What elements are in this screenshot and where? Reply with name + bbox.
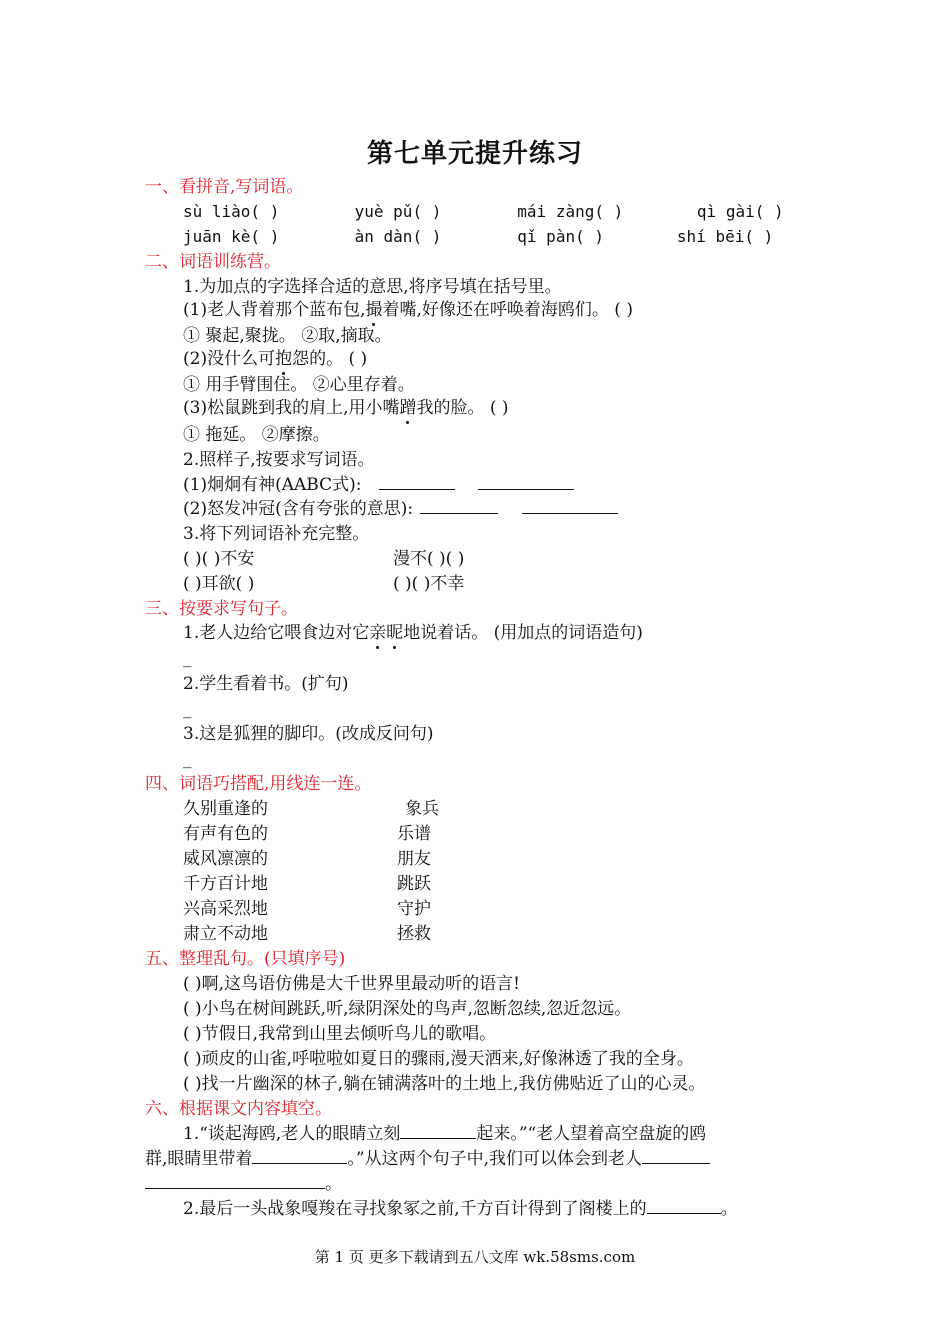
s2-q2: 2.照样子,按要求写词语。 xyxy=(183,450,375,470)
text: (2)没什么可 xyxy=(183,349,276,369)
sentence-item: ( )节假日,我常到山里去倾听鸟儿的歌唱。 xyxy=(183,1024,497,1044)
match-right-item[interactable]: 乐谱 xyxy=(397,824,431,844)
answer-blank[interactable] xyxy=(400,1122,476,1139)
answer-blank[interactable] xyxy=(379,473,455,490)
page-footer: 第 1 页 更多下载请到五八文库 wk.58sms.com xyxy=(314,1248,636,1266)
pinyin-row-2 xyxy=(183,225,773,249)
match-left-item[interactable]: 千方百计地 xyxy=(183,874,268,894)
text: (1)炯炯有神(AABC式): xyxy=(183,475,362,495)
s2-q1b xyxy=(183,347,367,371)
s6-q1-line1 xyxy=(183,1122,706,1146)
dotted-char: 昵 xyxy=(386,623,404,643)
section-4-heading: 四、词语巧搭配,用线连一连。 xyxy=(145,774,372,794)
match-right-item[interactable]: 朋友 xyxy=(397,849,431,869)
answer-line[interactable]: _ xyxy=(183,699,192,719)
text: (2)怒发冲冠(含有夸张的意思): xyxy=(183,499,414,519)
sentence-item: ( )小鸟在树间跳跃,听,绿阴深处的鸟声,忽断忽续,忽近忽远。 xyxy=(183,999,632,1019)
s2-q1c-options: ① 拖延。 ②摩擦。 xyxy=(183,425,330,445)
s2-q3d: ( )( )不幸 xyxy=(393,574,465,594)
pinyin-item: sù liào( ) xyxy=(183,202,280,221)
section-5-heading: 五、整理乱句。(只填序号) xyxy=(145,949,346,969)
section-2-heading: 二、词语训练营。 xyxy=(145,252,281,272)
text: (1)老人背着那个蓝布包, xyxy=(183,300,366,320)
answer-blank[interactable] xyxy=(252,1147,347,1164)
match-right-item[interactable]: 跳跃 xyxy=(397,874,431,894)
text: 怨的。 ( ) xyxy=(292,349,368,369)
section-6-heading: 六、根据课文内容填空。 xyxy=(145,1099,332,1119)
text: 1.老人边给它喂食边对它 xyxy=(183,623,370,643)
pinyin-item: qǐ pàn( ) xyxy=(517,227,604,246)
pinyin-item: qì gài( ) xyxy=(696,202,784,221)
match-left-item[interactable]: 久别重逢的 xyxy=(183,799,268,819)
text: 。”从这两个句子中,我们可以体会到老人 xyxy=(347,1149,643,1169)
text: 着嘴,好像还在呼唤着海鸥们。 ( ) xyxy=(382,300,633,320)
s2-q3: 3.将下列词语补充完整。 xyxy=(183,524,370,544)
s6-q1-line3 xyxy=(145,1172,342,1196)
text: 地说着话。 (用加点的词语造句) xyxy=(403,623,643,643)
pinyin-item: àn dàn( ) xyxy=(354,227,442,246)
text: 。 xyxy=(325,1174,342,1194)
pinyin-item: yuè pǔ( ) xyxy=(354,202,442,221)
text: 1.“谈起海鸥,老人的眼睛立刻 xyxy=(183,1124,401,1144)
s6-q2 xyxy=(183,1197,738,1221)
match-left-item[interactable]: 威风凛凛的 xyxy=(183,849,268,869)
dotted-char: 撮 xyxy=(365,300,383,320)
pinyin-item: juān kè( ) xyxy=(183,227,280,246)
answer-line[interactable]: _ xyxy=(183,648,192,668)
s2-q3a: ( )( )不安 xyxy=(183,549,255,569)
pinyin-item: mái zàng( ) xyxy=(517,202,624,221)
answer-blank[interactable] xyxy=(420,497,498,514)
pinyin-item: shí bēi( ) xyxy=(676,227,774,246)
s2-q1a xyxy=(183,298,633,322)
s2-q1a-options: ① 聚起,聚拢。 ②取,摘取。 xyxy=(183,326,392,346)
answer-blank[interactable] xyxy=(522,497,618,514)
answer-line[interactable]: _ xyxy=(183,749,192,769)
text: 起来。”“老人望着高空盘旋的鸥 xyxy=(476,1124,707,1144)
answer-blank[interactable] xyxy=(647,1197,721,1214)
dotted-char: 亲 xyxy=(369,623,387,643)
section-3-heading: 三、按要求写句子。 xyxy=(145,599,298,619)
dotted-char: 蹭 xyxy=(399,398,417,418)
page-title: 第七单元提升练习 xyxy=(366,139,583,169)
section-1-heading: 一、看拼音,写词语。 xyxy=(145,177,304,197)
s2-q1: 1.为加点的字选择合适的意思,将序号填在括号里。 xyxy=(183,277,562,297)
match-right-item[interactable]: 拯救 xyxy=(397,924,431,944)
match-left-item[interactable]: 兴高采烈地 xyxy=(183,899,268,919)
s2-q1b-options: ① 用手臂围住。 ②心里存着。 xyxy=(183,375,415,395)
sentence-item: ( )找一片幽深的林子,躺在铺满落叶的土地上,我仿佛贴近了山的心灵。 xyxy=(183,1074,706,1094)
s2-q2b xyxy=(183,497,618,521)
match-right-item[interactable]: 象兵 xyxy=(405,799,439,819)
s2-q3b: 漫不( )( ) xyxy=(393,549,465,569)
answer-blank[interactable] xyxy=(145,1172,325,1189)
dotted-char: 抱 xyxy=(275,349,293,369)
text: 我的脸。 ( ) xyxy=(416,398,509,418)
text: (3)松鼠跳到我的肩上,用小嘴 xyxy=(183,398,400,418)
answer-blank[interactable] xyxy=(642,1147,710,1164)
pinyin-row-1 xyxy=(183,200,784,224)
s6-q1-line2 xyxy=(145,1147,710,1171)
s3-q3: 3.这是狐狸的脚印。(改成反问句) xyxy=(183,724,434,744)
s2-q1c xyxy=(183,396,509,420)
match-left-item[interactable]: 肃立不动地 xyxy=(183,924,268,944)
answer-blank[interactable] xyxy=(478,473,574,490)
s2-q3c: ( )耳欲( ) xyxy=(183,574,255,594)
s3-q1 xyxy=(183,621,643,645)
s3-q2: 2.学生看着书。(扩句) xyxy=(183,674,349,694)
match-right-item[interactable]: 守护 xyxy=(397,899,431,919)
text: 群,眼睛里带着 xyxy=(145,1149,253,1169)
s2-q2a xyxy=(183,473,574,497)
sentence-item: ( )啊,这鸟语仿佛是大千世界里最动听的语言! xyxy=(183,974,520,994)
match-left-item[interactable]: 有声有色的 xyxy=(183,824,268,844)
sentence-item: ( )顽皮的山雀,呼啦啦如夏日的骤雨,漫天洒来,好像淋透了我的全身。 xyxy=(183,1049,694,1069)
text: 2.最后一头战象嘎羧在寻找象冢之前,千方百计得到了阁楼上的 xyxy=(183,1199,647,1219)
text: 。 xyxy=(720,1199,738,1219)
